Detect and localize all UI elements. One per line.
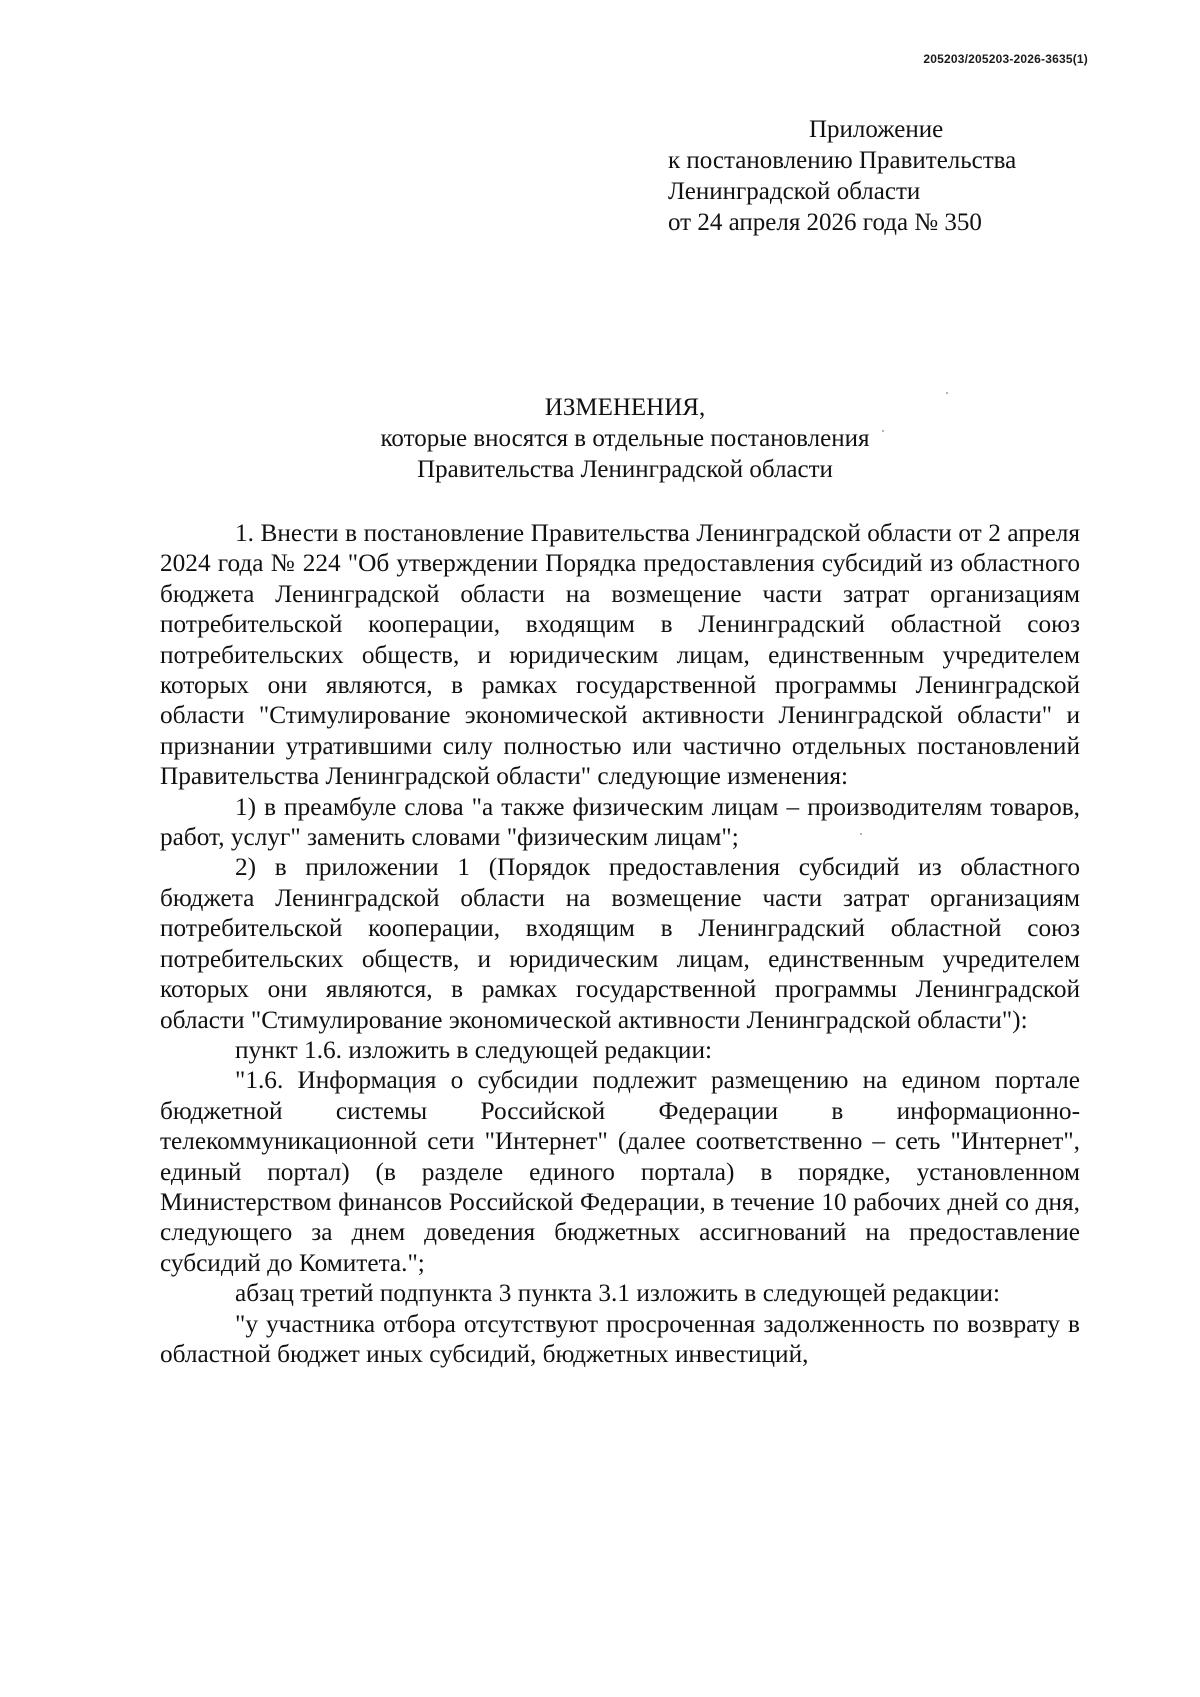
appendix-line-region: Ленинградской области xyxy=(668,178,921,205)
scan-speck xyxy=(860,833,862,835)
scan-speck xyxy=(882,430,884,432)
paragraph-item-1: 1. Внести в постановление Правительства Ленинградской области от 2 апреля 2024 года № 224 "Об утверждении Порядка предоставления субсидий из областного бюджета Ленинградской области на возмещение части затрат организациям потребительской кооперации, входящим в Ленинградский областной союз потребительских обществ, и юридическим лицам, единственным учредителем которых они являются, в рамках государственной программы Ленинградской области "Стимулирование экономической активности Ленинградской области" и признании утратившими силу полностью или частично отдельных постановлений Правительства Ленинградской области" следующие изменения: xyxy=(160,519,1080,791)
appendix-line-date: от 24 апреля 2026 года № 350 xyxy=(668,209,982,236)
heading-subtitle-2: Правительства Ленинградской области xyxy=(417,456,833,483)
appendix-line-resolution: к постановлению Правительства xyxy=(668,147,1017,174)
appendix-title: Приложение xyxy=(809,116,944,143)
paragraph-subitem-1: 1) в преамбуле слова "а также физическим лицам – производителям товаров, работ, услуг" заменить словами "физическим лицам"; xyxy=(160,792,1080,852)
document-registration-code: 205203/205203-2026-3635(1) xyxy=(923,52,1088,66)
scan-speck xyxy=(946,392,948,394)
paragraph-point-1-6-intro: пункт 1.6. изложить в следующей редакции: xyxy=(235,1035,713,1064)
paragraph-point-1-6-text: "1.6. Информация о субсидии подлежит размещению на едином портале бюджетной системы Российской Федерации в информационно-телекоммуникационной сети "Интернет" (далее соответственно – сеть "Интернет", единый портал) (в разделе единого портала) в порядке, установленном Министерством финансов Российской Федерации, в течение 10 рабочих дней со дня, следующего за днем доведения бюджетных ассигнований на предоставление субсидий до Комитета."; xyxy=(160,1066,1080,1277)
paragraph-subitem-2: 2) в приложении 1 (Порядок предоставления субсидий из областного бюджета Ленинградской области на возмещение части затрат организациям потребительской кооперации, входящим в Ленинградский областной союз потребительских обществ, и юридическим лицам, единственным учредителем которых они являются, в рамках государственной программы Ленинградской области "Стимулирование экономической активности Ленинградской области"): xyxy=(160,853,1080,1034)
document-heading xyxy=(0,392,1200,485)
paragraph-point-3-1-text: "у участника отбора отсутствуют просроченная задолженность по возврату в областной бюджет иных субсидий, бюджетных инвестиций, xyxy=(160,1309,1080,1368)
appendix-block xyxy=(668,114,1138,238)
document-body xyxy=(160,518,1080,1369)
paragraph-point-3-1-intro: абзац третий подпункта 3 пункта 3.1 изложить в следующей редакции: xyxy=(235,1279,1000,1308)
heading-title: ИЗМЕНЕНИЯ, xyxy=(544,394,706,421)
heading-subtitle-1: которые вносятся в отдельные постановления xyxy=(380,425,870,452)
